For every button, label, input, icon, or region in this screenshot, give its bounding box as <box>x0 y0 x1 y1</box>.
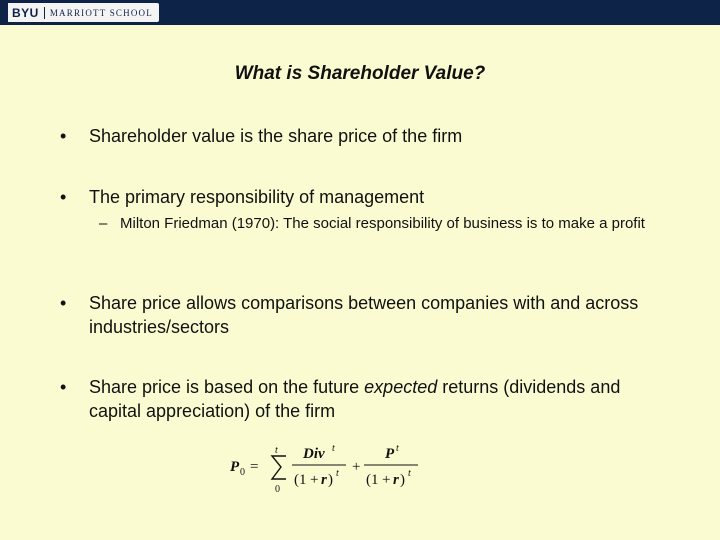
formula-den2-close: ) <box>400 472 405 488</box>
summation-icon <box>272 456 286 479</box>
bullet-marker: • <box>60 377 67 397</box>
formula-den1-close: ) <box>328 472 333 488</box>
formula-den1-sup: t <box>336 468 339 479</box>
bullet-text: Shareholder value is the share price of the firm <box>89 126 463 146</box>
formula-den2-r: r <box>393 472 399 488</box>
formula-plus: + <box>352 459 361 475</box>
bullet-text <box>89 375 664 423</box>
formula-den1-r: r <box>321 472 327 488</box>
bullet-text: Share price allows comparisons between companies with and across industries/sectors <box>89 293 639 337</box>
bullet-marker: • <box>60 126 67 146</box>
formula-den1-open: (1 <box>294 472 307 488</box>
formula-sum-bottom: 0 <box>275 484 280 495</box>
share-price-formula <box>228 440 428 496</box>
sub-bullet-text: Milton Friedman (1970): The social responsibility of business is to make a profit <box>120 215 645 232</box>
header-bar <box>0 0 720 25</box>
bullet-text: The primary responsibility of management <box>89 187 425 207</box>
slide-title: What is Shareholder Value? <box>234 63 486 84</box>
formula-lhs: P <box>230 459 240 475</box>
formula-lhs-sub: 0 <box>240 467 245 478</box>
bullet-marker: • <box>60 293 67 313</box>
formula-den2-open: (1 <box>366 472 379 488</box>
formula-num2-sup: t <box>396 443 399 454</box>
formula-num1: Div <box>303 446 325 462</box>
sub-bullet-marker: – <box>99 215 108 232</box>
formula-sum-top: t <box>275 445 278 456</box>
byu-marriott-logo <box>8 3 159 22</box>
formula-den2-plus: + <box>382 472 391 488</box>
formula-num1-sup: t <box>332 443 335 454</box>
formula-den2-sup: t <box>408 468 411 479</box>
logo-divider <box>44 7 45 19</box>
bullet-marker: • <box>60 187 67 207</box>
logo-school-text: MARRIOTT SCHOOL <box>49 7 153 18</box>
formula-equals: = <box>250 459 259 475</box>
bullet-text-part: returns (dividends and capital appreciation) of the firm <box>89 377 621 421</box>
formula-num2: P <box>385 446 395 462</box>
emphasized-word: expected <box>364 377 438 397</box>
formula-den1-plus: + <box>310 472 319 488</box>
bullet-text-part: Share price is based on the future <box>89 377 365 397</box>
logo-byu-text: BYU <box>12 5 39 20</box>
